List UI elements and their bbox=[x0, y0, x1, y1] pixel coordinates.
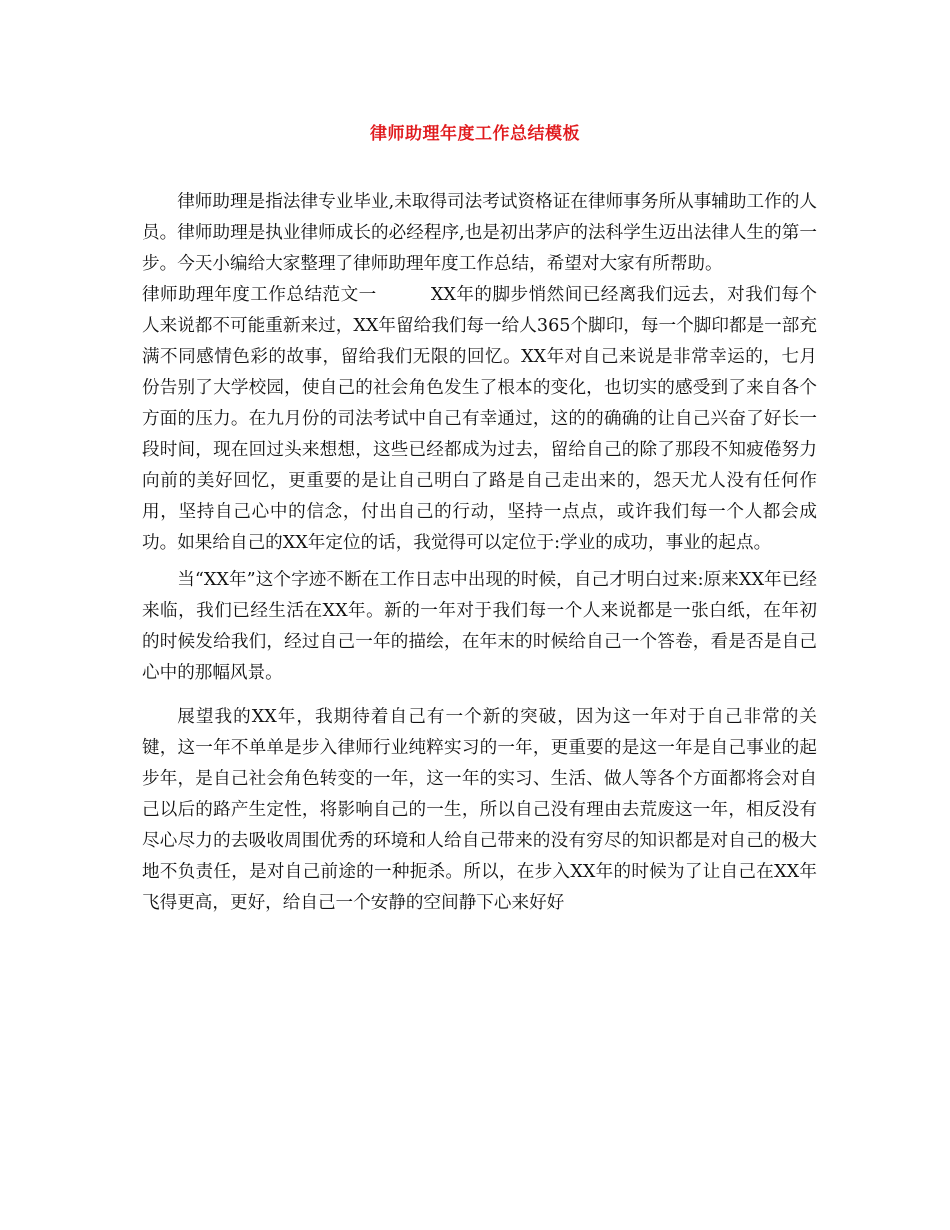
paragraph-sample-one: 律师助理年度工作总结范文一 XX年的脚步悄然间已经离我们远去，对我们每个人来说都不可能重新来过，XX年留给我们每一给人365个脚印，每一个脚印都是一部充满不同感情色彩的故事，留给我们无限的回忆。XX年对自己来说是非常幸运的，七月份告别了大学校园，使自己的社会角色发生了根本的变化，也切实的感受到了来自各个方面的压力。在九月份的司法考试中自己有幸通过，这的的确确的让自己兴奋了好长一段时间，现在回过头来想想，这些已经都成为过去，留给自己的除了那段不知疲倦努力向前的美好回忆，更重要的是让自己明白了路是自己走出来的，怨天尤人没有任何作用，坚持自己心中的信念，付出自己的行动，坚持一点点，或许我们每一个人都会成功。如果给自己的XX年定位的话，我觉得可以定位于:学业的成功，事业的起点。 bbox=[142, 285, 817, 553]
paragraph-xx-year: 当“XX年”这个字迹不断在工作日志中出现的时候，自己才明白过来:原来XX年已经来临，我们已经生活在XX年。新的一年对于我们每一个人来说都是一张白纸，在年初的时候发给我们，经过自己一年的描绘，在年末的时候给自己一个答卷，看是否是自己心中的那幅风景。 bbox=[142, 570, 817, 683]
document-title: 律师助理年度工作总结模板 bbox=[370, 124, 580, 144]
document-body bbox=[142, 187, 817, 919]
paragraph-outlook: 展望我的XX年，我期待着自己有一个新的突破，因为这一年对于自己非常的关键，这一年不单单是步入律师行业纯粹实习的一年，更重要的是这一年是自己事业的起步年，是自己社会角色转变的一年，这一年的实习、生活、做人等各个方面都将会对自己以后的路产生定性，将影响自己的一生，所以自己没有理由去荒废这一年，相反没有尽心尽力的去吸收周围优秀的环境和人给自己带来的没有穷尽的知识都是对自己的极大地不负责任，是对自己前途的一种扼杀。所以，在步入XX年的时候为了让自己在XX年飞得更高，更好，给自己一个安静的空间静下心来好好 bbox=[142, 707, 817, 913]
paragraph-intro: 律师助理是指法律专业毕业,未取得司法考试资格证在律师事务所从事辅助工作的人员。律师助理是执业律师成长的必经程序,也是初出茅庐的法科学生迈出法律人生的第一步。今天小编给大家整理了律师助理年度工作总结，希望对大家有所帮助。 bbox=[142, 192, 817, 274]
